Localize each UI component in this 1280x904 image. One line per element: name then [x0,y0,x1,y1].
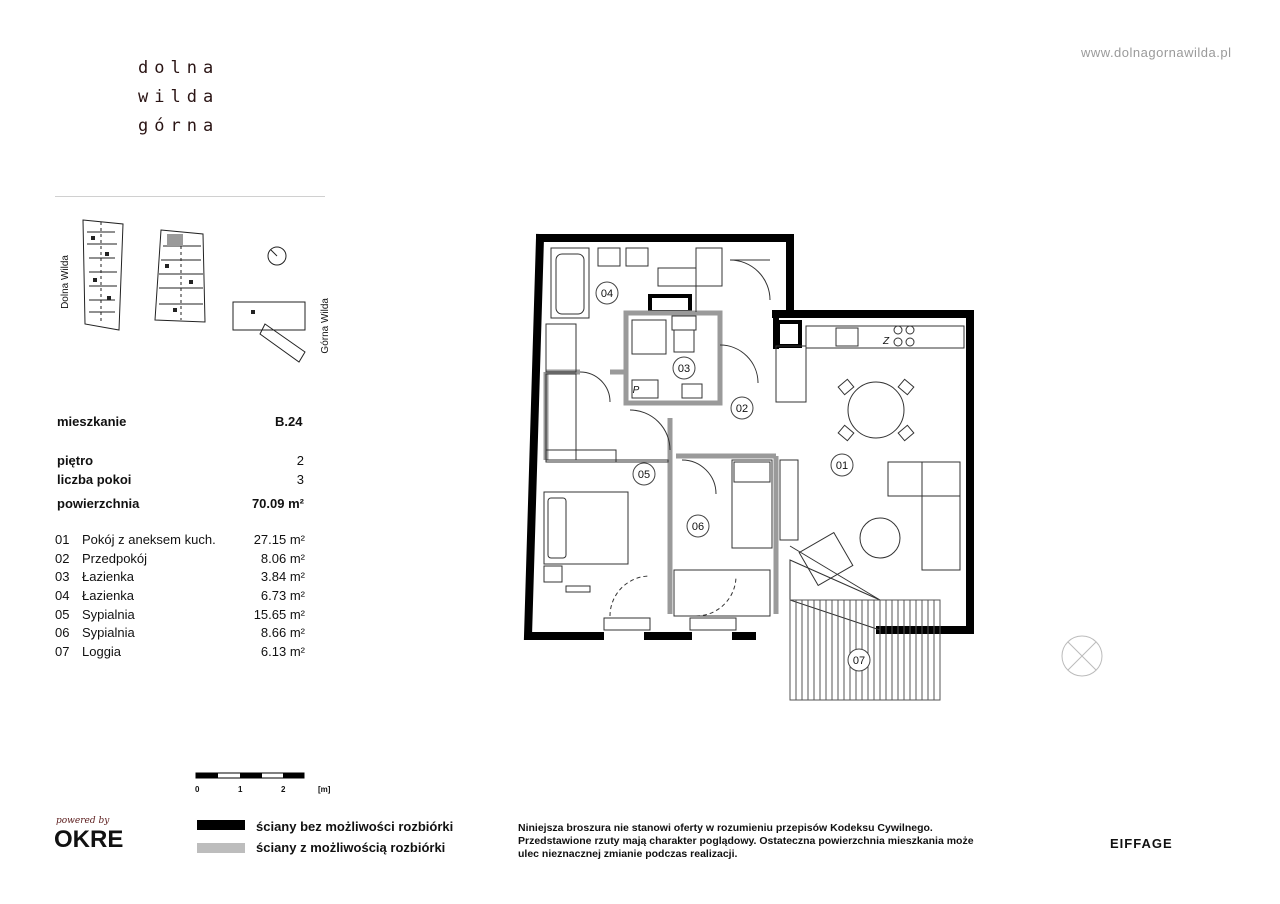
rooms-label: liczba pokoi [57,472,132,487]
developer-logo: EIFFAGE [1110,836,1173,851]
legend-removable-walls: ściany z możliwością rozbiórki [256,840,446,855]
site-label-dolna: Dolna Wilda [60,255,71,309]
scale-tick-0: 0 [195,785,200,794]
site-label-gorna: Górna Wilda [320,298,331,354]
website-link[interactable]: www.dolnagornawilda.pl [1081,45,1232,60]
room-number: 02 [55,550,70,566]
okre-logo: OKRE [54,826,124,853]
loggia-deck [790,600,940,700]
logo-line-3: górna [138,116,220,136]
room-name: Łazienka [82,569,135,585]
disclaimer-line-2: Przedstawione rzuty mają charakter poglądowy. Ostateczna powierzchnia mieszkania może [518,835,974,847]
room-name: Sypialnia [82,625,135,641]
disclaimer [518,822,974,861]
room-label-02: 02 [735,403,749,415]
room-area: 6.13 m² [260,644,305,660]
floor-value: 2 [296,453,304,468]
room-area: 3.84 m² [260,569,305,585]
room-number: 03 [55,569,70,585]
room-number: 07 [55,644,70,660]
room-name: Sypialnia [82,606,135,622]
room-label-03: 03 [677,363,691,375]
okre-tag: powered by [56,816,110,826]
bathroom-03-walls [626,313,720,403]
disclaimer-line-3: ulec nieznacznej zmianie podczas realizacji. [518,848,738,860]
room-number: 01 [55,532,70,547]
room-name: Przedpokój [82,550,148,566]
room-area: 8.06 m² [260,550,305,566]
scale-tick-2: 2 [281,785,286,794]
room-area: 6.73 m² [260,588,305,604]
apartment-value: B.24 [275,414,303,429]
room-name: Loggia [82,644,122,660]
disclaimer-line-1: Niniejsza broszura nie stanowi oferty w rozumieniu przepisów Kodeksu Cywilnego. [518,822,933,834]
apartment-label: mieszkanie [57,414,127,429]
exterior-wall [776,314,970,630]
room-area: 15.65 m² [253,606,305,622]
logo-line-2: wilda [138,87,220,107]
room-label-06: 06 [691,521,705,533]
p-label: P [632,385,640,396]
scale-unit: [m] [318,785,331,794]
room-area: 27.15 m² [253,532,305,547]
scale-tick-1: 1 [238,785,243,794]
shaft [778,322,800,346]
room-area: 8.66 m² [260,625,305,641]
room-label-01: 01 [835,460,849,472]
room-label-05: 05 [637,469,651,481]
room-name: Łazienka [82,588,135,604]
room-number: 05 [55,606,70,622]
logo-line-1: dolna [138,58,220,78]
scale-bar [195,772,315,782]
room-number: 06 [55,625,70,641]
legend-swatch-removable [197,843,245,853]
rooms-value: 3 [296,472,304,487]
z-label: Z [882,336,890,347]
floor-label: piętro [57,453,94,468]
legend-swatch-fixed [197,820,245,830]
shaft [650,296,690,312]
room-label-04: 04 [600,288,614,300]
room-label-07: 07 [852,655,866,667]
room-number: 04 [55,588,70,604]
legend-fixed-walls: ściany bez możliwości rozbiórki [256,819,454,834]
room-name: Pokój z aneksem kuch. [82,532,216,547]
area-label: powierzchnia [57,496,140,511]
area-value: 70.09 m² [251,496,304,511]
